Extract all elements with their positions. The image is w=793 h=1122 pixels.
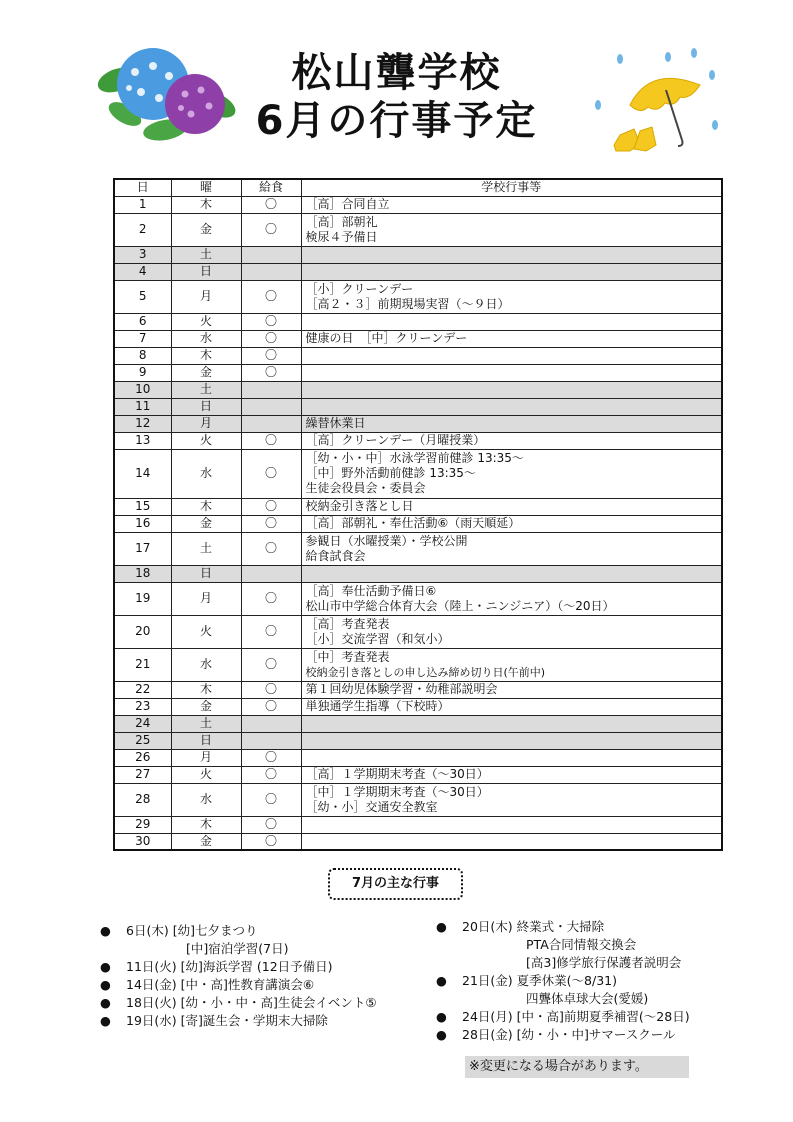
cell-events bbox=[301, 816, 722, 833]
july-event-text: [寄]誕生会・学期末大掃除 bbox=[180, 1013, 328, 1028]
event-line: 校納金引き落としの申し込み締め切り日(午前中) bbox=[305, 665, 546, 679]
table-row bbox=[114, 615, 722, 648]
july-event-text: [高3]修学旅行保護者説明会 bbox=[526, 955, 682, 970]
cell-weekday: 土 bbox=[171, 381, 241, 398]
table-row bbox=[114, 347, 722, 364]
july-event-text: 終業式・大掃除 bbox=[516, 919, 605, 934]
cell-lunch: 〇 bbox=[241, 582, 301, 615]
cell-day: 5 bbox=[114, 280, 171, 313]
cell-weekday: 水 bbox=[171, 783, 241, 816]
table-row bbox=[114, 698, 722, 715]
cell-weekday: 金 bbox=[171, 698, 241, 715]
cell-events bbox=[301, 196, 722, 213]
july-events-title: 7月の主な行事 bbox=[328, 868, 463, 900]
july-event-text: PTA合同情報交換会 bbox=[526, 937, 637, 952]
cell-day: 18 bbox=[114, 565, 171, 582]
cell-weekday: 日 bbox=[171, 732, 241, 749]
cell-weekday: 月 bbox=[171, 749, 241, 766]
cell-events bbox=[301, 347, 722, 364]
table-header-row bbox=[114, 179, 722, 196]
cell-lunch: 〇 bbox=[241, 364, 301, 381]
event-line: ［幼・小］交通安全教室 bbox=[305, 799, 438, 814]
bullet-icon: ● bbox=[436, 919, 447, 934]
cell-events bbox=[301, 698, 722, 715]
july-event-item bbox=[436, 1026, 756, 1044]
table-row bbox=[114, 532, 722, 565]
cell-events bbox=[301, 313, 722, 330]
july-event-date: 14日(金) bbox=[126, 977, 177, 992]
table-row bbox=[114, 213, 722, 246]
header-lunch: 給食 bbox=[241, 179, 301, 196]
cell-day: 24 bbox=[114, 715, 171, 732]
cell-lunch: 〇 bbox=[241, 347, 301, 364]
cell-lunch: 〇 bbox=[241, 749, 301, 766]
table-row bbox=[114, 498, 722, 515]
cell-events bbox=[301, 263, 722, 280]
cell-weekday: 土 bbox=[171, 715, 241, 732]
cell-lunch-none bbox=[241, 715, 301, 732]
cell-weekday: 金 bbox=[171, 515, 241, 532]
cell-day: 29 bbox=[114, 816, 171, 833]
cell-weekday: 木 bbox=[171, 196, 241, 213]
table-row bbox=[114, 582, 722, 615]
header-events: 学校行事等 bbox=[301, 179, 722, 196]
cell-lunch-none bbox=[241, 565, 301, 582]
event-line: ［高］クリーンデー（月曜授業） bbox=[305, 433, 486, 447]
cell-lunch: 〇 bbox=[241, 515, 301, 532]
cell-lunch-none bbox=[241, 415, 301, 432]
bullet-icon: ● bbox=[100, 959, 111, 974]
event-line: ［小］クリーンデー bbox=[305, 281, 414, 296]
table-row bbox=[114, 246, 722, 263]
cell-lunch: 〇 bbox=[241, 783, 301, 816]
cell-day: 16 bbox=[114, 515, 171, 532]
cell-weekday: 水 bbox=[171, 648, 241, 681]
event-line: ［小］交流学習（和気小） bbox=[305, 631, 450, 646]
july-event-text: [幼]海浜学習 (12日予備日) bbox=[180, 959, 333, 974]
july-event-date: 21日(金) bbox=[462, 973, 513, 988]
cell-events bbox=[301, 449, 722, 498]
event-line: ［幼・小・中］水泳学習前健診 13:35～ bbox=[305, 451, 524, 465]
event-line: ［高］考査発表 bbox=[305, 616, 390, 631]
table-row bbox=[114, 565, 722, 582]
schedule-body bbox=[114, 196, 722, 850]
cell-lunch: 〇 bbox=[241, 196, 301, 213]
cell-lunch: 〇 bbox=[241, 432, 301, 449]
july-event-text: [中・高]前期夏季補習(～28日) bbox=[516, 1009, 690, 1024]
cell-events bbox=[301, 615, 722, 648]
cell-events bbox=[301, 432, 722, 449]
table-row bbox=[114, 816, 722, 833]
cell-events bbox=[301, 381, 722, 398]
table-row bbox=[114, 313, 722, 330]
event-line: ［中］考査発表 bbox=[305, 649, 390, 664]
july-event-item bbox=[436, 918, 756, 936]
cell-weekday: 月 bbox=[171, 582, 241, 615]
bullet-icon: ● bbox=[436, 973, 447, 988]
event-line: ［中］野外活動前健診 13:35～ bbox=[305, 466, 476, 480]
cell-lunch-none bbox=[241, 398, 301, 415]
event-line: 第１回幼児体験学習・幼稚部説明会 bbox=[305, 682, 498, 696]
july-event-item bbox=[100, 976, 430, 994]
cell-events bbox=[301, 213, 722, 246]
cell-lunch: 〇 bbox=[241, 648, 301, 681]
cell-lunch: 〇 bbox=[241, 833, 301, 850]
july-event-item bbox=[436, 972, 756, 990]
page-title bbox=[210, 50, 583, 146]
july-events-left bbox=[100, 922, 430, 1030]
cell-lunch: 〇 bbox=[241, 698, 301, 715]
cell-events bbox=[301, 783, 722, 816]
cell-day: 15 bbox=[114, 498, 171, 515]
cell-day: 12 bbox=[114, 415, 171, 432]
cell-lunch: 〇 bbox=[241, 280, 301, 313]
cell-weekday: 月 bbox=[171, 415, 241, 432]
bullet-icon: ● bbox=[436, 1009, 447, 1024]
event-line: 校納金引き落とし日 bbox=[305, 499, 414, 513]
cell-weekday: 土 bbox=[171, 246, 241, 263]
july-event-item bbox=[100, 922, 430, 940]
cell-events bbox=[301, 532, 722, 565]
table-row bbox=[114, 263, 722, 280]
cell-lunch: 〇 bbox=[241, 449, 301, 498]
table-row bbox=[114, 381, 722, 398]
table-row bbox=[114, 515, 722, 532]
cell-day: 20 bbox=[114, 615, 171, 648]
july-event-item bbox=[436, 1008, 756, 1026]
event-line: ［高］奉仕活動予備日⑥ bbox=[305, 583, 437, 598]
cell-events bbox=[301, 749, 722, 766]
cell-weekday: 火 bbox=[171, 432, 241, 449]
cell-weekday: 水 bbox=[171, 330, 241, 347]
cell-lunch-none bbox=[241, 246, 301, 263]
cell-events bbox=[301, 246, 722, 263]
cell-weekday: 木 bbox=[171, 816, 241, 833]
cell-day: 25 bbox=[114, 732, 171, 749]
event-line: ［高２・３］前期現場実習（～９日） bbox=[305, 296, 510, 311]
bullet-icon: ● bbox=[100, 977, 111, 992]
july-event-date: 6日(木) bbox=[126, 923, 169, 938]
cell-events bbox=[301, 398, 722, 415]
july-events-right bbox=[436, 918, 756, 1044]
change-notice: ※変更になる場合があります。 bbox=[465, 1056, 689, 1078]
cell-weekday: 土 bbox=[171, 532, 241, 565]
event-line: ［高］部朝礼・奉仕活動⑥（雨天順延） bbox=[305, 516, 521, 530]
cell-lunch: 〇 bbox=[241, 681, 301, 698]
cell-day: 11 bbox=[114, 398, 171, 415]
bullet-icon: ● bbox=[436, 1027, 447, 1042]
july-event-text: [中・高]性教育講演会⑥ bbox=[180, 977, 315, 992]
event-line: ［中］１学期期末考査（～30日） bbox=[305, 784, 489, 799]
cell-weekday: 火 bbox=[171, 766, 241, 783]
table-row bbox=[114, 681, 722, 698]
cell-events bbox=[301, 415, 722, 432]
july-event-item bbox=[100, 994, 430, 1012]
cell-events bbox=[301, 280, 722, 313]
cell-day: 2 bbox=[114, 213, 171, 246]
table-row bbox=[114, 449, 722, 498]
cell-events bbox=[301, 582, 722, 615]
table-row bbox=[114, 648, 722, 681]
table-row bbox=[114, 732, 722, 749]
cell-weekday: 日 bbox=[171, 565, 241, 582]
cell-lunch: 〇 bbox=[241, 213, 301, 246]
table-row bbox=[114, 432, 722, 449]
table-row bbox=[114, 330, 722, 347]
cell-weekday: 木 bbox=[171, 681, 241, 698]
event-line: 単独通学生指導（下校時） bbox=[305, 699, 450, 713]
cell-day: 27 bbox=[114, 766, 171, 783]
cell-events bbox=[301, 364, 722, 381]
cell-weekday: 火 bbox=[171, 615, 241, 648]
july-event-date: 28日(金) bbox=[462, 1027, 513, 1042]
table-row bbox=[114, 196, 722, 213]
cell-day: 26 bbox=[114, 749, 171, 766]
table-row bbox=[114, 398, 722, 415]
event-line: 生徒会役員会・委員会 bbox=[305, 481, 426, 495]
table-row bbox=[114, 749, 722, 766]
cell-lunch: 〇 bbox=[241, 313, 301, 330]
cell-weekday: 火 bbox=[171, 313, 241, 330]
cell-day: 21 bbox=[114, 648, 171, 681]
header-day: 日 bbox=[114, 179, 171, 196]
cell-events bbox=[301, 766, 722, 783]
cell-weekday: 水 bbox=[171, 449, 241, 498]
july-event-date: 20日(木) bbox=[462, 919, 513, 934]
cell-weekday: 木 bbox=[171, 498, 241, 515]
bullet-icon: ● bbox=[100, 1013, 111, 1028]
july-event-text: 夏季休業(～8/31) bbox=[516, 973, 617, 988]
table-row bbox=[114, 415, 722, 432]
cell-lunch-none bbox=[241, 263, 301, 280]
cell-day: 30 bbox=[114, 833, 171, 850]
july-event-text: 四聾体卓球大会(愛媛) bbox=[526, 991, 649, 1006]
cell-day: 19 bbox=[114, 582, 171, 615]
table-row bbox=[114, 715, 722, 732]
schedule-table bbox=[113, 178, 723, 851]
schedule-title: 6月の行事予定 bbox=[255, 98, 538, 144]
cell-lunch: 〇 bbox=[241, 532, 301, 565]
cell-day: 10 bbox=[114, 381, 171, 398]
event-line: ［高］部朝礼 bbox=[305, 214, 378, 229]
cell-day: 9 bbox=[114, 364, 171, 381]
cell-lunch-none bbox=[241, 732, 301, 749]
bullet-icon: ● bbox=[100, 923, 111, 938]
july-event-date: 11日(火) bbox=[126, 959, 177, 974]
cell-day: 14 bbox=[114, 449, 171, 498]
event-line: 参観日（水曜授業）・学校公開 bbox=[305, 533, 468, 548]
table-row bbox=[114, 766, 722, 783]
cell-lunch-none bbox=[241, 381, 301, 398]
umbrella-boots-illustration bbox=[590, 45, 725, 165]
july-event-item bbox=[100, 958, 430, 976]
cell-events bbox=[301, 732, 722, 749]
event-line: 健康の日 ［中］クリーンデー bbox=[305, 331, 468, 345]
cell-lunch: 〇 bbox=[241, 816, 301, 833]
cell-day: 23 bbox=[114, 698, 171, 715]
july-event-date: 18日(火) bbox=[126, 995, 177, 1010]
cell-events bbox=[301, 833, 722, 850]
cell-day: 28 bbox=[114, 783, 171, 816]
cell-events bbox=[301, 681, 722, 698]
cell-lunch: 〇 bbox=[241, 766, 301, 783]
event-line: 検尿４予備日 bbox=[305, 229, 378, 244]
cell-events bbox=[301, 648, 722, 681]
cell-weekday: 木 bbox=[171, 347, 241, 364]
cell-lunch: 〇 bbox=[241, 498, 301, 515]
table-row bbox=[114, 280, 722, 313]
july-event-text: [幼・小・中・高]生徒会イベント⑤ bbox=[180, 995, 377, 1010]
july-event-text: [中]宿泊学習(7日) bbox=[186, 941, 289, 956]
table-row bbox=[114, 783, 722, 816]
bullet-icon: ● bbox=[100, 995, 111, 1010]
cell-day: 13 bbox=[114, 432, 171, 449]
cell-day: 17 bbox=[114, 532, 171, 565]
cell-lunch: 〇 bbox=[241, 330, 301, 347]
cell-weekday: 日 bbox=[171, 398, 241, 415]
july-event-text: [幼・小・中]サマースクール bbox=[516, 1027, 676, 1042]
cell-day: 22 bbox=[114, 681, 171, 698]
cell-weekday: 金 bbox=[171, 364, 241, 381]
july-event-text: [幼]七夕まつり bbox=[172, 923, 258, 938]
event-line: 給食試食会 bbox=[305, 548, 366, 563]
table-row bbox=[114, 364, 722, 381]
event-line: 松山市中学総合体育大会（陸上・ニンジニア）（～20日） bbox=[305, 598, 615, 613]
cell-day: 7 bbox=[114, 330, 171, 347]
header-weekday: 曜 bbox=[171, 179, 241, 196]
school-name: 松山聾学校 bbox=[291, 50, 502, 96]
cell-events bbox=[301, 515, 722, 532]
event-line: 繰替休業日 bbox=[305, 416, 366, 430]
table-row bbox=[114, 833, 722, 850]
cell-day: 3 bbox=[114, 246, 171, 263]
cell-lunch: 〇 bbox=[241, 615, 301, 648]
cell-day: 6 bbox=[114, 313, 171, 330]
event-line: ［高］１学期期末考査（～30日） bbox=[305, 767, 489, 781]
cell-weekday: 金 bbox=[171, 833, 241, 850]
cell-events bbox=[301, 498, 722, 515]
cell-events bbox=[301, 330, 722, 347]
cell-day: 1 bbox=[114, 196, 171, 213]
july-event-date: 24日(月) bbox=[462, 1009, 513, 1024]
event-line: ［高］合同自立 bbox=[305, 197, 390, 211]
cell-day: 8 bbox=[114, 347, 171, 364]
cell-weekday: 日 bbox=[171, 263, 241, 280]
july-event-item bbox=[100, 1012, 430, 1030]
cell-day: 4 bbox=[114, 263, 171, 280]
july-event-date: 19日(水) bbox=[126, 1013, 177, 1028]
cell-weekday: 金 bbox=[171, 213, 241, 246]
cell-weekday: 月 bbox=[171, 280, 241, 313]
cell-events bbox=[301, 715, 722, 732]
cell-events bbox=[301, 565, 722, 582]
